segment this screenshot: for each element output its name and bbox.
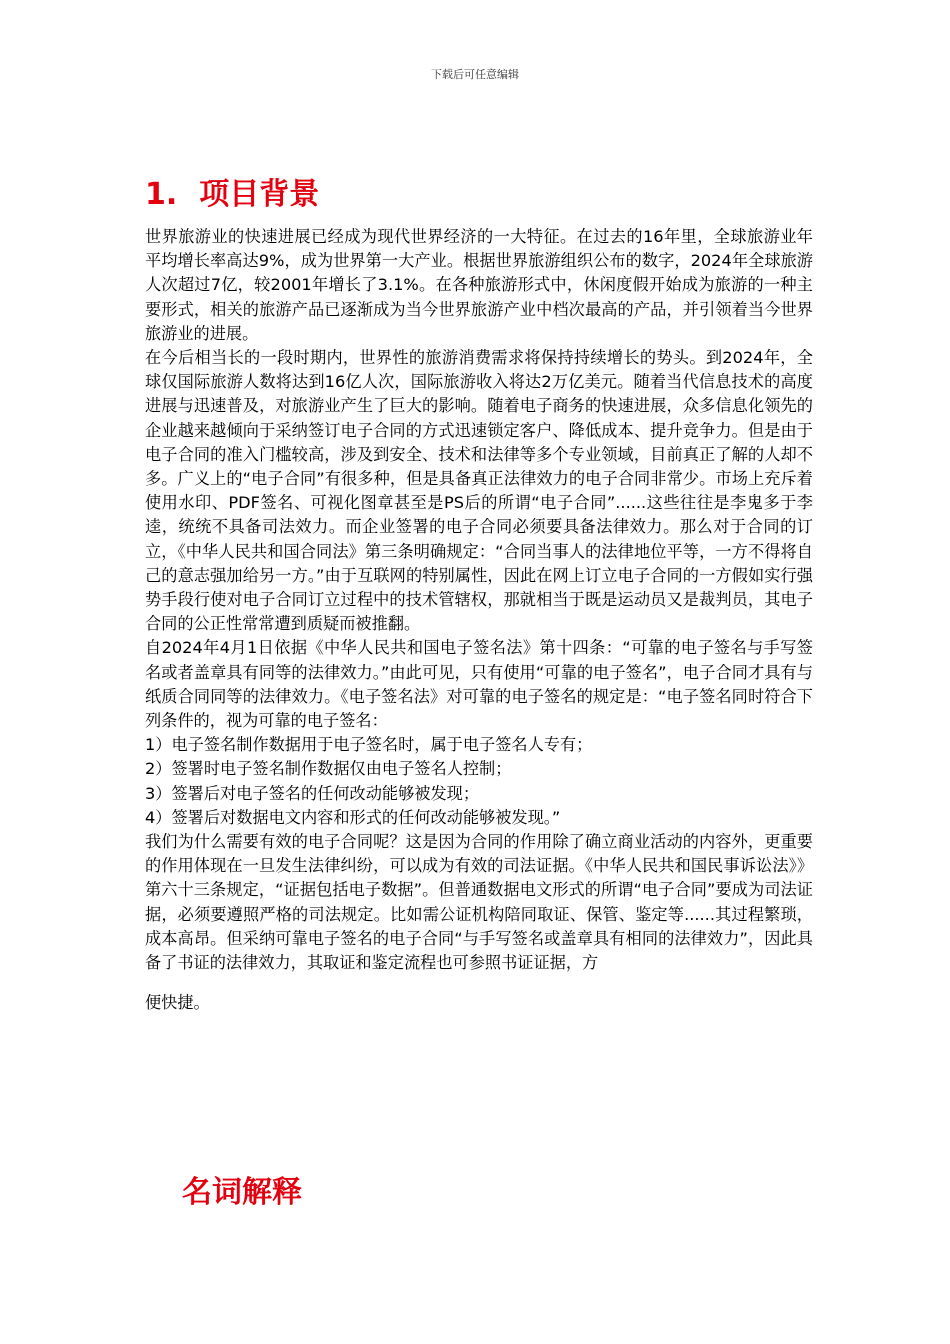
list-item-condition-1: 1）电子签名制作数据用于电子签名时，属于电子签名人专有； (145, 735, 593, 755)
section-heading-glossary: 名词解释 (182, 1175, 302, 1210)
section-title: 项目背景 (199, 177, 320, 212)
paragraph-tail: 便快捷。 (145, 993, 210, 1013)
list-item-condition-2: 2）签署时电子签名制作数据仅由电子签名人控制； (145, 759, 512, 779)
list-item-condition-3: 3）签署后对电子签名的任何改动能够被发现； (145, 783, 480, 803)
document-body (145, 225, 813, 1016)
paragraph-ecommerce: 在今后相当长的一段时期内，世界性的旅游消费需求将保持持续增长的势头。到2024年，全球仅国际旅游人数将达到16亿人次，国际旅游收入将达2万亿美元。随着当代信息技术的高度进展与迅速普及，对旅游业产生了巨大的影响。随着电子商务的快速进展，众多信息化领先的企业越来越倾向于采纳签订电子合同的方式迅速锁定客户、降低成本、提升竞争力。但是由于电子合同的准入门槛较高，涉及到安全、技术和法律等多个专业领域，目前真正了解的人却不多。广义上的“电子合同”有很多种，但是具备真正法律效力的电子合同非常少。市场上充斥着使用水印、PDF签名、可视化图章甚至是PS后的所谓“电子合同”......这些往往是李鬼多于李逵，统统不具备司法效力。而企业签署的电子合同必须要具备法律效力。那么对于合同的订立，《中华人民共和国合同法》第三条明确规定：“合同当事人的法律地位平等，一方不得将自己的意志强加给另一方。”由于互联网的特别属性，因此在网上订立电子合同的一方假如实行强势手段行使对电子合同订立过程中的技术管辖权，那就相当于既是运动员又是裁判员，其电子合同的公正性常常遭到质疑而被推翻。 (145, 348, 813, 634)
paragraph-intro: 世界旅游业的快速进展已经成为现代世界经济的一大特征。在过去的16年里，全球旅游业年平均增长率高达9%，成为世界第一大产业。根据世界旅游组织公布的数字，2024年全球旅游人次超过7亿，较2001年增长了3.1%。在各种旅游形式中，休闲度假开始成为旅游的一种主要形式，相关的旅游产品已逐渐成为当今世界旅游产业中档次最高的产品，并引领着当今世界旅游业的进展。 (145, 227, 813, 343)
section-heading-background (145, 177, 320, 212)
page-header-note: 下载后可任意编辑 (431, 68, 519, 81)
paragraph-signature-law: 自2024年4月1日依据《中华人民共和国电子签名法》第十四条：“可靠的电子签名与手写签名或者盖章具有同等的法律效力。”由此可见，只有使用“可靠的电子签名”，电子合同才具有与纸质合同同等的法律效力。《电子签名法》对可靠的电子签名的规定是：“电子签名同时符合下列条件的，视为可靠的电子签名： (145, 638, 813, 731)
list-item-condition-4: 4）签署后对数据电文内容和形式的任何改动能够被发现。” (145, 807, 561, 827)
paragraph-why-contracts: 我们为什么需要有效的电子合同呢？这是因为合同的作用除了确立商业活动的内容外，更重要的作用体现在一旦发生法律纠纷，可以成为有效的司法证据。《中华人民共和国民事诉讼法》》第六十三条规定，“证据包括电子数据”。但普通数据电文形式的所谓“电子合同”要成为司法证据，必须要遵照严格的司法规定。比如需公证机构陪同取证、保管、鉴定等......其过程繁琐，成本高昂。但采纳可靠电子签名的电子合同“与手写签名或盖章具有相同的法律效力”，因此具备了书证的法律效力，其取证和鉴定流程也可参照书证证据，方 (145, 832, 813, 973)
section-number: 1. (145, 177, 178, 212)
